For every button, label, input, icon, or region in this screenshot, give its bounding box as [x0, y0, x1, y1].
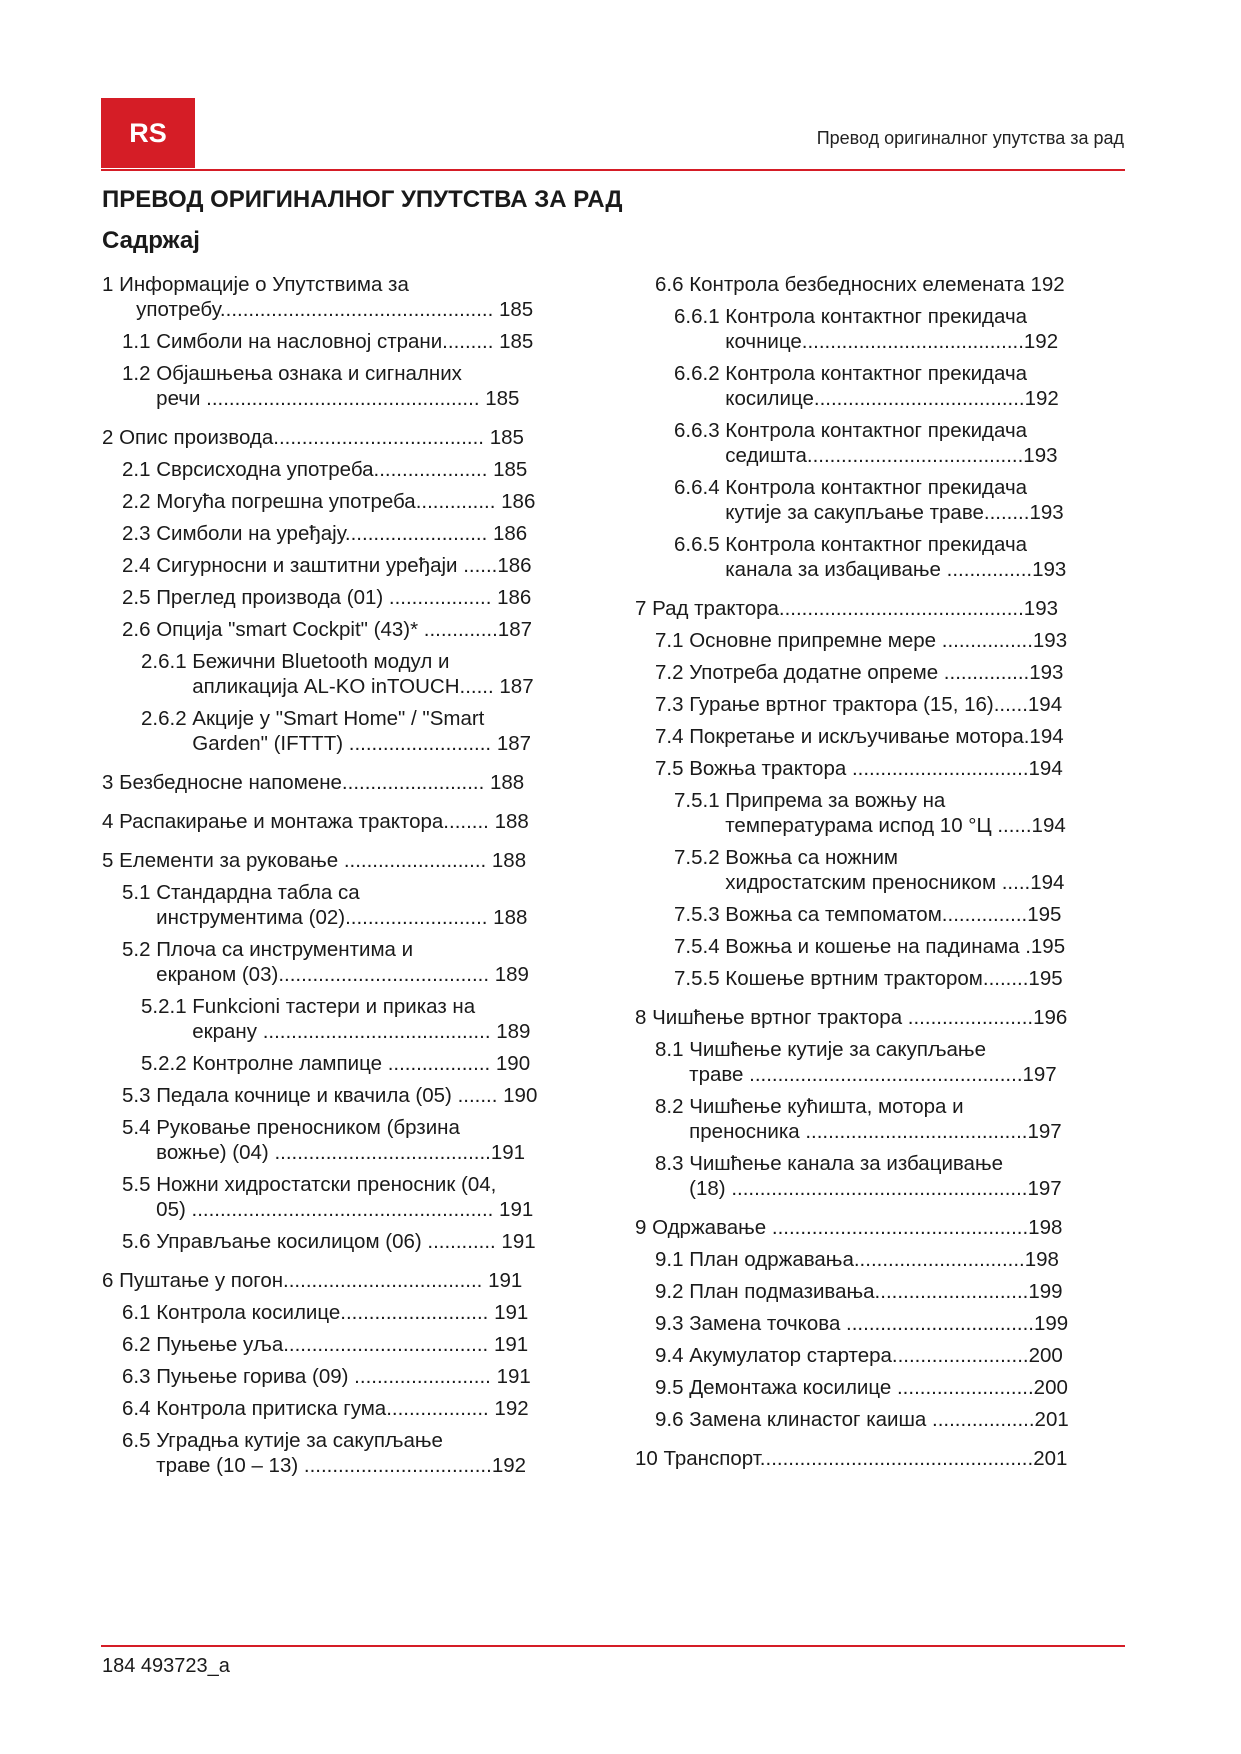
toc-entry[interactable]: [102, 649, 596, 699]
toc-entry-line: речи ................................................ 185: [122, 387, 520, 410]
toc-entry-line: 7.5.5 Кошење вртним трактором........195: [674, 967, 1063, 990]
toc-entry-line: 2.2 Могућа погрешна употреба.............. 186: [122, 490, 536, 513]
toc-entry[interactable]: [635, 1215, 1125, 1240]
toc-entry-line: 1.2 Објашњења ознака и сигналних: [122, 362, 462, 385]
toc-entry[interactable]: [102, 329, 596, 354]
toc-left-column: [102, 272, 596, 1478]
toc-entry-line: 9.5 Демонтажа косилице ........................200: [655, 1376, 1068, 1399]
toc-entry-line: 2.4 Сигурносни и заштитни уређаји ......186: [122, 554, 532, 577]
toc-entry-line: 5 Елементи за руковање ......................... 188: [102, 849, 527, 872]
toc-entry[interactable]: [102, 809, 596, 834]
toc-entry[interactable]: [635, 902, 1125, 927]
toc-entry-line: Garden" (IFTTT) ......................... 187: [141, 732, 532, 755]
toc-entry-line: 7.1 Основне припремне мере ................193: [655, 629, 1068, 652]
toc-entry[interactable]: [635, 788, 1125, 838]
toc-entry-line: 9.3 Замена точкова .................................199: [655, 1312, 1069, 1335]
toc-entry[interactable]: [635, 1151, 1125, 1201]
toc-entry-line: 6.1 Контрола косилице.......................... 191: [122, 1301, 529, 1324]
toc-entry[interactable]: [635, 1005, 1125, 1030]
toc-entry-line: траве ................................................197: [655, 1063, 1057, 1086]
toc-right-column: [635, 272, 1125, 1471]
toc-entry-line: 7.4 Покретање и искључивање мотора.194: [655, 725, 1064, 748]
toc-entry-line: 7.2 Употреба додатне опреме ...............193: [655, 661, 1064, 684]
toc-entry-line: 6.4 Контрола притиска гума.................. 192: [122, 1397, 529, 1420]
toc-entry[interactable]: [635, 692, 1125, 717]
toc-entry-line: 6.6 Контрола безбедносних елемената 192: [655, 273, 1065, 296]
toc-entry-line: 7.5.1 Припрема за вожњу на: [674, 789, 946, 812]
toc-entry[interactable]: [102, 1268, 596, 1293]
toc-entry-line: 5.2.2 Контролне лампице .................. 190: [141, 1052, 531, 1075]
toc-entry[interactable]: [102, 425, 596, 450]
toc-entry[interactable]: [102, 521, 596, 546]
toc-entry[interactable]: [102, 770, 596, 795]
toc-entry[interactable]: [102, 272, 596, 322]
toc-entry-line: 05) ..................................................... 191: [122, 1198, 534, 1221]
toc-entry[interactable]: [635, 418, 1125, 468]
toc-entry[interactable]: [102, 994, 596, 1044]
toc-entry[interactable]: [635, 1094, 1125, 1144]
toc-entry[interactable]: [635, 475, 1125, 525]
toc-entry-line: екрану ........................................ 189: [141, 1020, 531, 1043]
toc-entry[interactable]: [635, 532, 1125, 582]
toc-entry[interactable]: [635, 1446, 1125, 1471]
toc-entry-line: 6.6.5 Контрола контактног прекидача: [674, 533, 1028, 556]
toc-entry-line: 9.1 План одржавања..............................198: [655, 1248, 1059, 1271]
toc-entry-line: 2 Опис производа..................................... 185: [102, 426, 524, 449]
toc-entry[interactable]: [635, 596, 1125, 621]
toc-entry-line: 6 Пуштање у погон................................... 191: [102, 1269, 523, 1292]
toc-entry-line: 10 Транспорт................................................201: [635, 1447, 1068, 1470]
toc-entry[interactable]: [635, 966, 1125, 991]
toc-heading: Садржај: [102, 227, 200, 254]
toc-entry[interactable]: [102, 1364, 596, 1389]
toc-entry[interactable]: [635, 1279, 1125, 1304]
toc-entry[interactable]: [635, 304, 1125, 354]
toc-entry[interactable]: [635, 361, 1125, 411]
toc-entry-line: 6.3 Пуњење горива (09) ........................ 191: [122, 1365, 531, 1388]
toc-entry[interactable]: [102, 1172, 596, 1222]
toc-entry-line: траве (10 – 13) .................................192: [122, 1454, 527, 1477]
toc-entry[interactable]: [102, 1428, 596, 1478]
toc-entry-line: 8 Чишћење вртног трактора ......................196: [635, 1006, 1068, 1029]
toc-entry-line: кутије за сакупљање траве........193: [674, 501, 1064, 524]
toc-entry-line: 7.3 Гурање вртног трактора (15, 16)......194: [655, 693, 1063, 716]
toc-entry[interactable]: [102, 617, 596, 642]
toc-entry-line: хидростатским преносником .....194: [674, 871, 1065, 894]
toc-entry[interactable]: [102, 937, 596, 987]
toc-entry-line: 2.6.1 Бежични Bluetooth модул и: [141, 650, 450, 673]
toc-entry-line: 7.5.4 Вожња и кошење на падинама .195: [674, 935, 1066, 958]
toc-entry[interactable]: [102, 585, 596, 610]
toc-entry-line: 9 Одржавање .............................................198: [635, 1216, 1063, 1239]
toc-entry-line: 5.2 Плоча са инструментима и: [122, 938, 414, 961]
page-code: 184 493723_a: [102, 1655, 230, 1677]
toc-entry[interactable]: [102, 1115, 596, 1165]
toc-entry[interactable]: [635, 724, 1125, 749]
toc-entry-line: 9.6 Замена клинастог каиша ..................201: [655, 1408, 1069, 1431]
toc-entry-line: апликација AL-KO inTOUCH...... 187: [141, 675, 534, 698]
toc-entry-line: 7.5 Вожња трактора ...............................194: [655, 757, 1063, 780]
toc-entry-line: преносника .......................................197: [655, 1120, 1062, 1143]
toc-entry-line: 1 Информације о Упутствима за: [102, 273, 409, 296]
toc-entry-line: употребу................................................ 185: [102, 298, 534, 321]
toc-entry[interactable]: [102, 1396, 596, 1421]
toc-entry-line: косилице.....................................192: [674, 387, 1059, 410]
footer-divider: [101, 1645, 1125, 1647]
toc-entry-line: вожње) (04) ......................................191: [122, 1141, 526, 1164]
toc-entry[interactable]: [102, 880, 596, 930]
toc-entry-line: 1.1 Симболи на насловној страни......... 185: [122, 330, 534, 353]
toc-entry-line: 6.6.3 Контрола контактног прекидача: [674, 419, 1028, 442]
toc-entry[interactable]: [635, 1311, 1125, 1336]
toc-entry-line: 6.6.2 Контрола контактног прекидача: [674, 362, 1028, 385]
toc-entry-line: канала за избацивање ...............193: [674, 558, 1067, 581]
toc-entry-line: 9.4 Акумулатор стартера........................200: [655, 1344, 1063, 1367]
toc-entry[interactable]: [102, 1083, 596, 1108]
toc-entry-line: 8.3 Чишћење канала за избацивање: [655, 1152, 1004, 1175]
toc-entry[interactable]: [102, 361, 596, 411]
toc-entry-line: 8.1 Чишћење кутије за сакупљање: [655, 1038, 986, 1061]
toc-entry-line: 5.3 Педала кочнице и квачила (05) ....... 190: [122, 1084, 538, 1107]
toc-entry[interactable]: [635, 628, 1125, 653]
toc-entry-line: 8.2 Чишћење кућишта, мотора и: [655, 1095, 964, 1118]
toc-entry-line: 5.5 Ножни хидростатски преносник (04,: [122, 1173, 497, 1196]
toc-entry[interactable]: [635, 1343, 1125, 1368]
toc-entry[interactable]: [102, 1229, 596, 1254]
toc-entry[interactable]: [635, 1247, 1125, 1272]
toc-entry-line: инструментима (02)......................... 188: [122, 906, 528, 929]
toc-entry[interactable]: [102, 553, 596, 578]
toc-entry-line: 2.3 Симболи на уређају......................... 186: [122, 522, 528, 545]
toc-entry-line: 6.5 Уградња кутије за сакупљање: [122, 1429, 443, 1452]
header-divider: [101, 169, 1125, 171]
toc-entry[interactable]: [102, 1300, 596, 1325]
toc-entry-line: 5.2.1 Funkcioni тастери и приказ на: [141, 995, 476, 1018]
toc-entry[interactable]: [635, 1407, 1125, 1432]
toc-entry[interactable]: [635, 934, 1125, 959]
toc-entry[interactable]: [635, 660, 1125, 685]
toc-entry[interactable]: [635, 1375, 1125, 1400]
toc-entry-line: 2.1 Сврсисходна употреба.................... 185: [122, 458, 528, 481]
toc-entry-line: екраном (03)..................................... 189: [122, 963, 529, 986]
toc-entry-line: (18) ....................................................197: [655, 1177, 1062, 1200]
toc-entry[interactable]: [102, 489, 596, 514]
toc-entry-line: 5.4 Руковање преносником (брзина: [122, 1116, 460, 1139]
toc-entry-line: 3 Безбедносне напомене......................... 188: [102, 771, 525, 794]
toc-entry-line: седишта......................................193: [674, 444, 1058, 467]
toc-entry[interactable]: [102, 457, 596, 482]
language-badge: RS: [101, 98, 195, 168]
toc-entry-line: 7.5.3 Вожња са темпоматом...............195: [674, 903, 1062, 926]
toc-entry-line: 5.1 Стандардна табла са: [122, 881, 360, 904]
toc-entry-line: 2.6 Опција "smart Cockpit" (43)* .............187: [122, 618, 533, 641]
toc-entry-line: 6.6.4 Контрола контактног прекидача: [674, 476, 1028, 499]
toc-entry[interactable]: [635, 756, 1125, 781]
toc-entry-line: 9.2 План подмазивања...........................199: [655, 1280, 1063, 1303]
toc-entry-line: 2.6.2 Акције у "Smart Home" / "Smart: [141, 707, 485, 730]
toc-entry[interactable]: [635, 1037, 1125, 1087]
toc-entry[interactable]: [102, 1051, 596, 1076]
toc-entry-line: 2.5 Преглед производа (01) .................. 186: [122, 586, 532, 609]
toc-entry-line: 5.6 Управљање косилицом (06) ............ 191: [122, 1230, 536, 1253]
toc-entry[interactable]: [102, 1332, 596, 1357]
document-title: ПРЕВОД ОРИГИНАЛНОГ УПУТСТВА ЗА РАД: [102, 186, 623, 213]
toc-entry[interactable]: [102, 848, 596, 873]
toc-entry-line: 6.2 Пуњење уља.................................... 191: [122, 1333, 529, 1356]
toc-entry-line: 7.5.2 Вожња са ножним: [674, 846, 899, 869]
toc-entry-line: кочнице.......................................192: [674, 330, 1059, 353]
toc-entry-line: 7 Рад трактора...........................................193: [635, 597, 1059, 620]
toc-entry-line: 4 Распакирање и монтажа трактора........ 188: [102, 810, 529, 833]
running-header-title: Превод оригиналног упутства за рад: [816, 128, 1124, 148]
toc-entry-line: 6.6.1 Контрола контактног прекидача: [674, 305, 1028, 328]
toc-entry-line: температурама испод 10 °Ц ......194: [674, 814, 1066, 837]
toc-entry[interactable]: [635, 845, 1125, 895]
toc-entry[interactable]: [102, 706, 596, 756]
toc-entry[interactable]: [635, 272, 1125, 297]
